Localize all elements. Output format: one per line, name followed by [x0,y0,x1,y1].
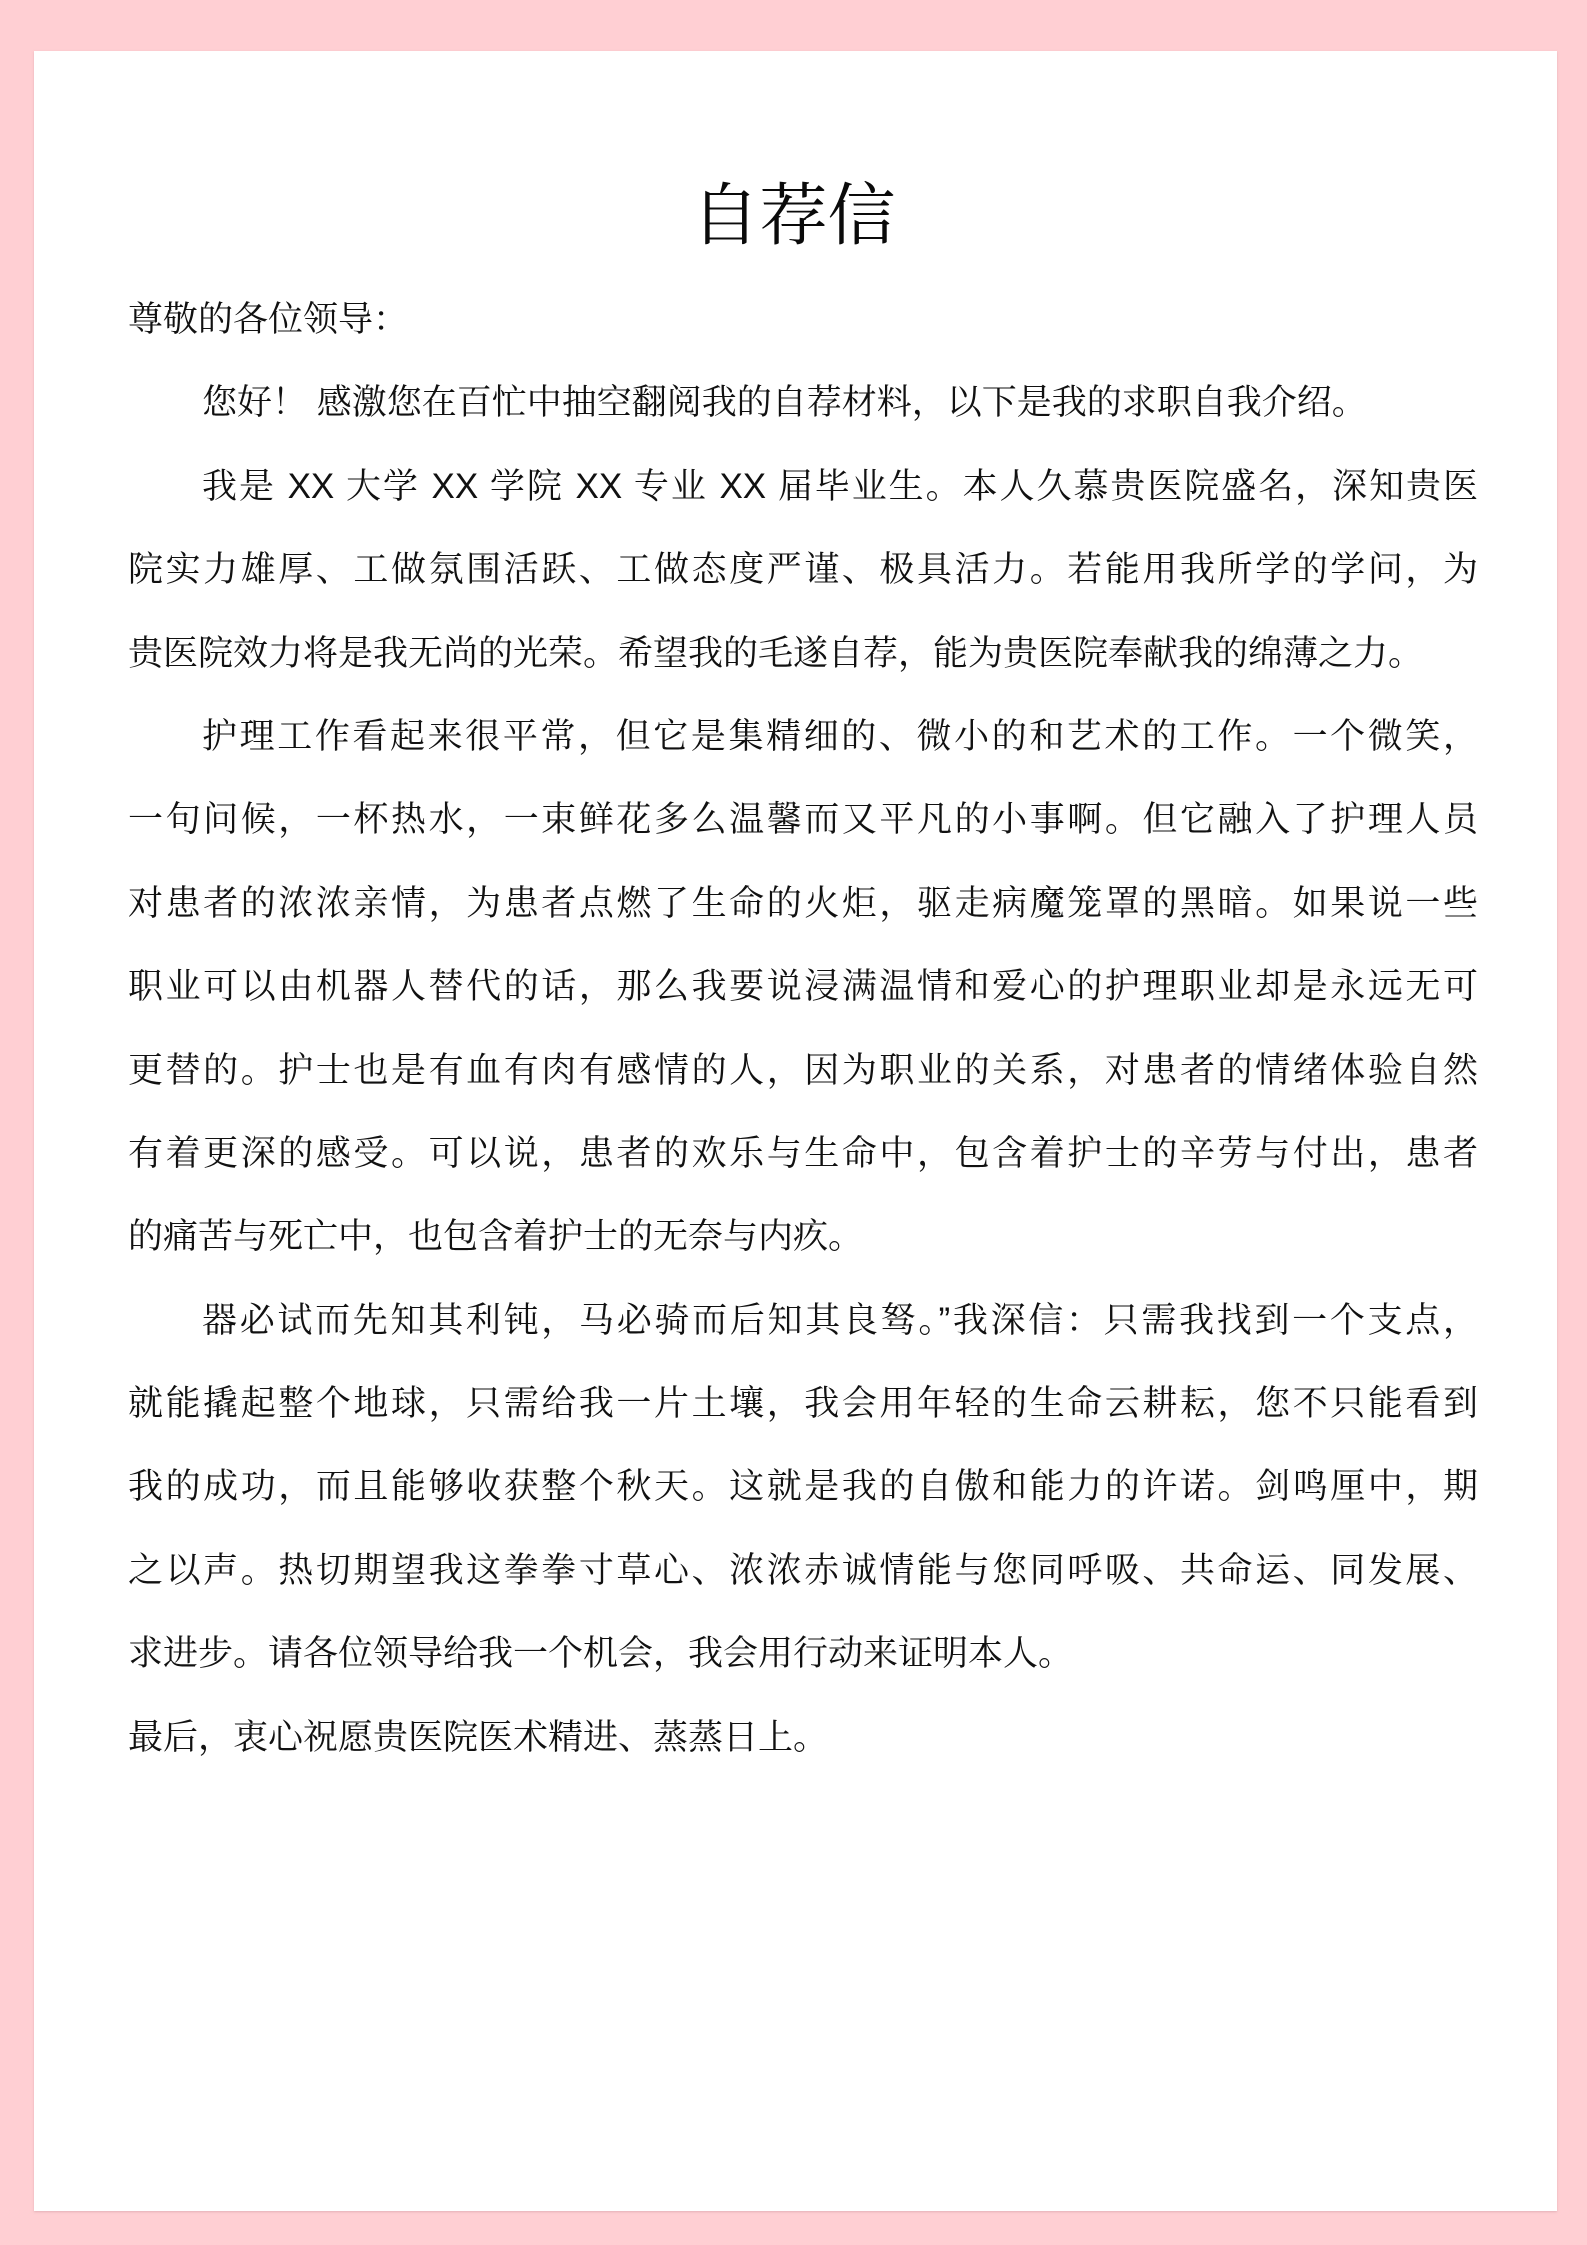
paragraph-line: 您好！ 感激您在百忙中抽空翻阅我的自荐材料，以下是我的求职自我介绍。 [202,383,1367,423]
paragraph-line: 的痛苦与死亡中，也包含着护士的无奈与内疚。 [128,1217,864,1257]
paragraph-line: 更替的。护士也是有血有肉有感情的人，因为职业的关系，对患者的情绪体验自然 [128,1050,1478,1090]
letter-title: 自荐信 [691,178,896,254]
paragraph-line: 器必试而先知其利钝，马必骑而后知其良驽。”我深信：只需我找到一个支点， [202,1300,1478,1340]
salutation: 尊敬的各位领导： [128,300,409,339]
paragraph-line: 就能撬起整个地球，只需给我一片土壤，我会用年轻的生命云耕耘，您不只能看到 [128,1384,1478,1424]
paragraph-line: 对患者的浓浓亲情，为患者点燃了生命的火炬，驱走病魔笼罩的黑暗。如果说一些 [128,883,1478,923]
paragraph-line: 护理工作看起来很平常，但它是集精细的、微小的和艺术的工作。一个微笑， [202,716,1478,756]
paragraph-line: 贵医院效力将是我无尚的光荣。希望我的毛遂自荐，能为贵医院奉献我的绵薄之力。 [128,633,1424,673]
paragraph-nursing [128,695,1478,1279]
closing-line: 最后，衷心祝愿贵医院医术精进、蒸蒸日上。 [128,1717,829,1757]
paragraph-line: 有着更深的感受。可以说，患者的欢乐与生命中，包含着护士的辛劳与付出，患者 [128,1133,1478,1173]
paragraph-line: 之以声。热切期望我这拳拳寸草心、浓浓赤诚情能与您同呼吸、共命运、同发展、 [128,1550,1478,1590]
paragraph-line: 我的成功，而且能够收获整个秋天。这就是我的自傲和能力的许诺。剑鸣厘中，期 [128,1467,1478,1507]
paragraph-greeting [128,361,1478,444]
paragraph-line: 求进步。请各位领导给我一个机会，我会用行动来证明本人。 [128,1634,1074,1674]
paragraph-line: 我是 XX 大学 XX 学院 XX 专业 XX 届毕业生。本人久慕贵医院盛名，深知贵医 [202,466,1478,506]
paragraph-line: 职业可以由机器人替代的话，那么我要说浸满温情和爱心的护理职业却是永远无可 [128,967,1478,1007]
paragraph-line: 院实力雄厚、工做氛围活跃、工做态度严谨、极具活力。若能用我所学的学问，为 [128,550,1478,590]
paragraph-commitment [128,1279,1478,1696]
paragraph-introduction [128,445,1478,695]
letter-body [128,278,1478,1779]
paragraph-line: 一句问候，一杯热水，一束鲜花多么温馨而又平凡的小事啊。但它融入了护理人员 [128,800,1478,840]
